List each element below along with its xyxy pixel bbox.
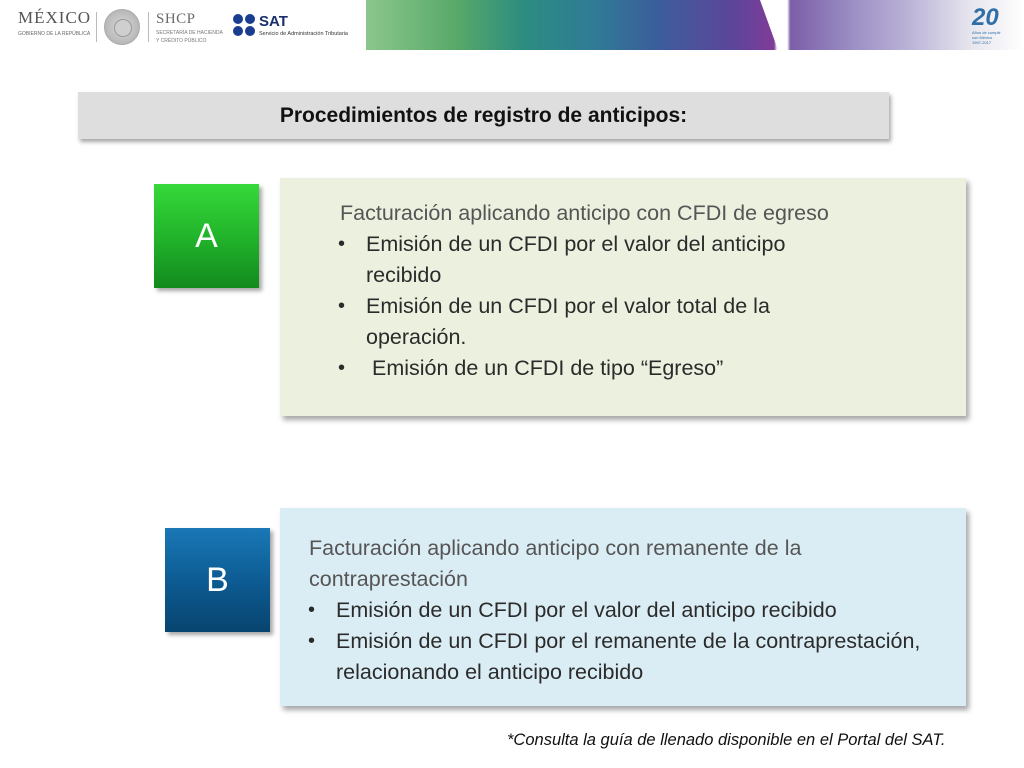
section-a-bullet: • Emisión de un CFDI de tipo “Egreso” <box>334 353 854 384</box>
mexico-logo-name: MÉXICO <box>18 8 92 27</box>
sat-logo-subtitle: Servicio de Administración Tributaria <box>259 31 348 37</box>
page-title: Procedimientos de registro de anticipos: <box>279 103 688 127</box>
anniversary-number: 20 <box>972 4 999 31</box>
anniversary-line1: Años de cumplir <box>972 30 1001 35</box>
sat-logo-name: SAT <box>259 13 288 30</box>
title-bar <box>78 92 889 139</box>
section-b-heading: Facturación aplicando anticipo con remanente de la contraprestación <box>309 536 802 591</box>
header-banner <box>0 0 1024 50</box>
shcp-logo-subtitle-line2: Y CRÉDITO PÚBLICO <box>156 38 207 44</box>
banner-divider <box>760 0 778 50</box>
national-seal-icon <box>104 9 140 45</box>
section-b-tile <box>165 528 270 632</box>
section-a-box <box>280 178 966 416</box>
shcp-logo-name: SHCP <box>156 11 196 27</box>
anniversary-line2: con México <box>972 35 993 40</box>
anniversary-years: 1997-2017 <box>972 40 992 45</box>
section-b-bullet: • Emisión de un CFDI por el valor del anticipo recibido <box>304 595 924 626</box>
anniversary-logo <box>972 6 1020 48</box>
mexico-logo <box>18 8 90 44</box>
sat-dots-icon <box>233 14 257 38</box>
gradient-banner <box>366 0 1024 50</box>
section-b-box <box>280 508 966 706</box>
section-a-tile <box>154 184 259 288</box>
shcp-logo-subtitle-line1: SECRETARÍA DE HACIENDA <box>156 30 223 36</box>
section-a-bullet: • Emisión de un CFDI por el valor total de la operación. <box>334 291 854 353</box>
section-a-letter: A <box>195 216 218 255</box>
section-a-bullet-list <box>334 229 854 384</box>
section-a-heading: Facturación aplicando anticipo con CFDI de egreso <box>340 201 829 225</box>
logo-divider <box>148 12 149 42</box>
mexico-logo-subtitle: GOBIERNO DE LA REPÚBLICA <box>18 31 91 37</box>
logo-divider <box>96 12 97 42</box>
section-b-bullet-list <box>304 595 924 688</box>
section-a-bullet: • Emisión de un CFDI por el valor del anticipo recibido <box>334 229 854 291</box>
shcp-logo <box>156 10 224 44</box>
footnote: *Consulta la guía de llenado disponible en el Portal del SAT. <box>507 731 946 749</box>
sat-logo <box>233 14 363 42</box>
section-b-letter: B <box>206 560 229 599</box>
section-b-bullet: • Emisión de un CFDI por el remanente de la contraprestación, relacionando el anticipo recibido <box>304 626 924 688</box>
